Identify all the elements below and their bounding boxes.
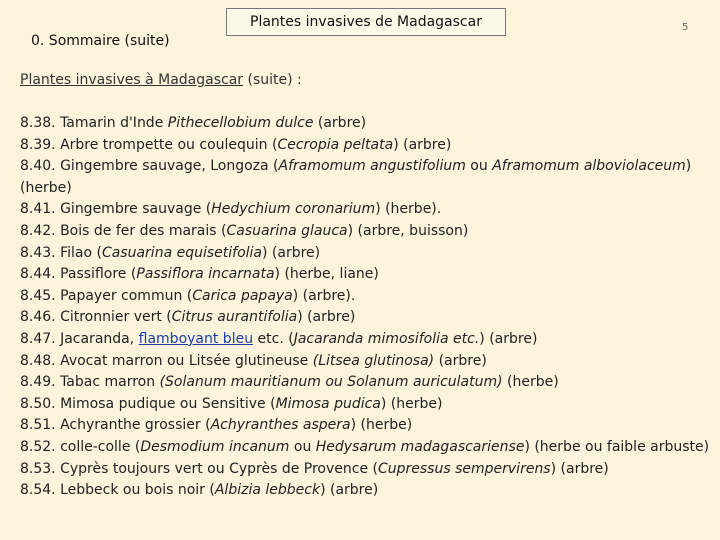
list-item: 8.49. Tabac marron (Solanum mauritianum ou Solanum auriculatum) (herbe)	[20, 374, 559, 391]
list-item: 8.54. Lebbeck ou bois noir (Albizia lebbeck) (arbre)	[20, 482, 379, 499]
page-number: 5	[682, 22, 689, 33]
intro-line	[20, 72, 302, 88]
list-item: 8.50. Mimosa pudique ou Sensitive (Mimosa pudica) (herbe)	[20, 395, 443, 412]
list-item: 8.45. Papayer commun (Carica papaya) (arbre).	[20, 287, 356, 304]
page-title: Plantes invasives de Madagascar	[250, 14, 482, 30]
title-box	[226, 8, 506, 36]
list-item: 8.39. Arbre trompette ou coulequin (Cecropia peltata) (arbre)	[20, 136, 452, 153]
list-item: 8.38. Tamarin d'Inde Pithecellobium dulce (arbre)	[20, 115, 367, 131]
list-item: 8.41. Gingembre sauvage (Hedychium coronarium) (herbe).	[20, 201, 442, 218]
intro-title: Plantes invasives à Madagascar	[20, 72, 244, 88]
list-item: 8.53. Cyprès toujours vert ou Cyprès de Provence (Cupressus sempervirens) (arbre)	[20, 460, 609, 477]
list-item: 8.44. Passiflore (Passiflora incarnata) (herbe, liane)	[20, 266, 379, 283]
list-item: 8.47. Jacaranda, flamboyant bleu etc. (Jacaranda mimosifolia etc.) (arbre)	[20, 330, 538, 347]
species-list	[20, 113, 710, 502]
list-item: 8.48. Avocat marron ou Litsée glutineuse (Litsea glutinosa) (arbre)	[20, 352, 487, 369]
intro-suffix: (suite) :	[243, 72, 302, 88]
list-item: 8.52. colle-colle (Desmodium incanum ou Hedysarum madagascariense) (herbe ou faible arbuste)	[20, 438, 710, 455]
list-item: 8.40. Gingembre sauvage, Longoza (Aframomum angustifolium ou Aframomum alboviolaceum) (herbe)	[20, 158, 692, 196]
flamboyant-bleu-link[interactable]: flamboyant bleu	[138, 330, 254, 347]
list-item: 8.43. Filao (Casuarina equisetifolia) (arbre)	[20, 244, 321, 261]
section-label: 0. Sommaire (suite)	[31, 33, 170, 49]
list-item: 8.42. Bois de fer des marais (Casuarina glauca) (arbre, buisson)	[20, 222, 469, 239]
list-item: 8.51. Achyranthe grossier (Achyranthes aspera) (herbe)	[20, 417, 413, 434]
list-item: 8.46. Citronnier vert (Citrus aurantifolia) (arbre)	[20, 309, 356, 326]
